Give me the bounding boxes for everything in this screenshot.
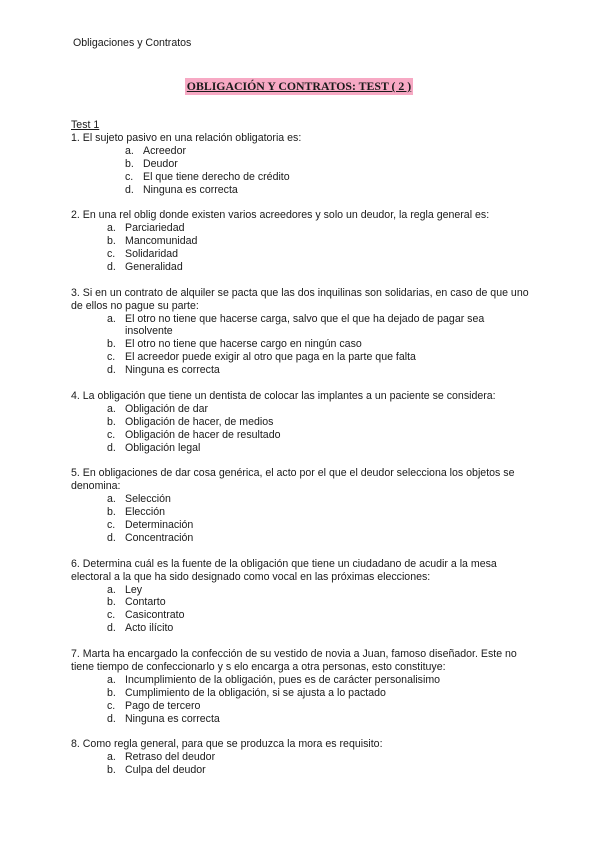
question-text: 1. El sujeto pasivo en una relación obligatoria es:	[71, 131, 302, 144]
option-letter: d.	[107, 364, 116, 377]
answer-option	[107, 609, 531, 622]
option-text: Ninguna es correcta	[143, 183, 238, 196]
question-text: 2. En una rel oblig donde existen varios acreedores y solo un deudor, la regla general es:	[71, 209, 490, 222]
question-7	[71, 648, 531, 725]
question-list	[71, 132, 531, 777]
answer-option	[107, 700, 531, 713]
question-text: 3. Si en un contrato de alquiler se pacta que las dos inquilinas son solidarias, en caso de que uno de ellos no pague su parte:	[71, 286, 529, 312]
answer-option	[107, 584, 531, 597]
option-list	[71, 751, 531, 777]
option-text: Casicontrato	[125, 609, 185, 622]
option-text: Parciariedad	[125, 222, 185, 235]
question-text: 5. En obligaciones de dar cosa genérica, el acto por el que el deudor selecciona los objetos se denomina:	[71, 467, 515, 493]
option-text: Ninguna es correcta	[125, 364, 220, 377]
option-list	[71, 493, 531, 545]
answer-option	[125, 171, 531, 184]
answer-option	[107, 235, 531, 248]
answer-option	[107, 429, 531, 442]
answer-option	[107, 222, 531, 235]
option-letter: b.	[107, 338, 116, 351]
option-list	[71, 145, 531, 197]
answer-option	[107, 622, 531, 635]
answer-option	[107, 351, 531, 364]
option-list	[71, 222, 531, 274]
option-text: Ninguna es correcta	[125, 712, 220, 725]
answer-option	[107, 493, 531, 506]
option-text: Selección	[125, 493, 171, 506]
option-letter: c.	[107, 248, 116, 261]
document-title: OBLIGACIÓN Y CONTRATOS: TEST ( 2 )	[186, 79, 412, 93]
option-text: Obligación legal	[125, 441, 201, 454]
test-label: Test 1	[71, 119, 100, 131]
option-text: Pago de tercero	[125, 699, 201, 712]
question-text: 6. Determina cuál es la fuente de la obligación que tiene un ciudadano de acudir a la mesa electoral a la que ha sido designado como vocal en las próximas elecciones:	[71, 557, 497, 583]
option-letter: c.	[107, 519, 116, 532]
answer-option	[107, 416, 531, 429]
option-letter: b.	[107, 596, 116, 609]
option-text: Obligación de hacer de resultado	[125, 428, 281, 441]
option-letter: d.	[107, 531, 116, 544]
option-list	[71, 584, 531, 636]
question-text: 8. Como regla general, para que se produzca la mora es requisito:	[71, 738, 383, 751]
option-text: Cumplimiento de la obligación, si se ajusta a lo pactado	[125, 686, 386, 699]
option-text: Incumplimiento de la obligación, pues es de carácter personalisimo	[125, 673, 441, 686]
answer-option	[107, 261, 531, 274]
option-list	[71, 313, 531, 378]
question-8	[71, 738, 531, 777]
option-text: Contarto	[125, 596, 166, 609]
option-text: Ley	[125, 583, 143, 596]
option-text: El otro no tiene que hacerse carga, salvo que el que ha dejado de pagar sea insolvente	[125, 312, 485, 338]
option-list	[71, 403, 531, 455]
option-letter: a.	[125, 144, 134, 157]
option-text: Obligación de dar	[125, 402, 209, 415]
answer-option	[107, 338, 531, 351]
answer-option	[107, 506, 531, 519]
answer-option	[107, 687, 531, 700]
option-text: Elección	[125, 506, 166, 519]
title-wrapper	[0, 77, 600, 95]
option-letter: c.	[125, 170, 134, 183]
answer-option	[107, 364, 531, 377]
option-letter: a.	[107, 222, 116, 235]
option-letter: d.	[107, 712, 116, 725]
answer-option	[125, 184, 531, 197]
option-letter: c.	[107, 609, 116, 622]
option-letter: d.	[125, 183, 134, 196]
option-text: Acto ilícito	[125, 622, 174, 635]
option-text: Acreedor	[143, 144, 186, 157]
option-letter: c.	[107, 699, 116, 712]
question-2	[71, 209, 531, 274]
option-letter: b.	[107, 235, 116, 248]
answer-option	[107, 764, 531, 777]
option-letter: a.	[107, 673, 116, 686]
option-text: Deudor	[143, 157, 178, 170]
question-3	[71, 287, 531, 377]
option-text: Retraso del deudor	[125, 751, 216, 764]
option-text: El acreedor puede exigir al otro que paga en la parte que falta	[125, 351, 416, 364]
option-text: Mancomunidad	[125, 235, 198, 248]
option-letter: d.	[107, 622, 116, 635]
answer-option	[125, 145, 531, 158]
option-text: Concentración	[125, 531, 194, 544]
option-letter: b.	[125, 157, 134, 170]
option-letter: a.	[107, 583, 116, 596]
option-letter: c.	[107, 351, 116, 364]
question-text: 7. Marta ha encargado la confección de su vestido de novia a Juan, famoso diseñador. Este no tiene tiempo de confeccionarlo y s elo encarga a otra personas, esto constituye:	[71, 648, 517, 673]
option-letter: a.	[107, 312, 116, 325]
option-letter: d.	[107, 441, 116, 454]
answer-option	[107, 313, 531, 339]
test-content	[71, 119, 531, 790]
answer-option	[107, 674, 531, 687]
answer-option	[107, 713, 531, 726]
page-header: Obligaciones y Contratos	[73, 37, 192, 49]
question-text: 4. La obligación que tiene un dentista de colocar las implantes a un paciente se considera:	[71, 389, 496, 402]
question-1	[71, 132, 531, 197]
option-letter: a.	[107, 402, 116, 415]
option-letter: b.	[107, 506, 116, 519]
answer-option	[107, 248, 531, 261]
option-text: Solidaridad	[125, 248, 179, 261]
answer-option	[107, 403, 531, 416]
option-letter: a.	[107, 493, 116, 506]
option-letter: b.	[107, 686, 116, 699]
option-letter: b.	[107, 415, 116, 428]
option-letter: d.	[107, 260, 116, 273]
answer-option	[107, 442, 531, 455]
answer-option	[107, 596, 531, 609]
answer-option	[107, 519, 531, 532]
question-6	[71, 558, 531, 635]
option-text: Generalidad	[125, 260, 183, 273]
option-text: El otro no tiene que hacerse cargo en ningún caso	[125, 338, 362, 351]
option-text: Obligación de hacer, de medios	[125, 415, 274, 428]
option-letter: b.	[107, 764, 116, 777]
option-text: Determinación	[125, 519, 194, 532]
question-5	[71, 467, 531, 544]
option-text: Culpa del deudor	[125, 764, 206, 777]
answer-option	[125, 158, 531, 171]
option-letter: c.	[107, 428, 116, 441]
answer-option	[107, 751, 531, 764]
answer-option	[107, 532, 531, 545]
question-4	[71, 390, 531, 455]
option-text: El que tiene derecho de crédito	[143, 170, 290, 183]
option-list	[71, 674, 531, 726]
option-letter: a.	[107, 751, 116, 764]
